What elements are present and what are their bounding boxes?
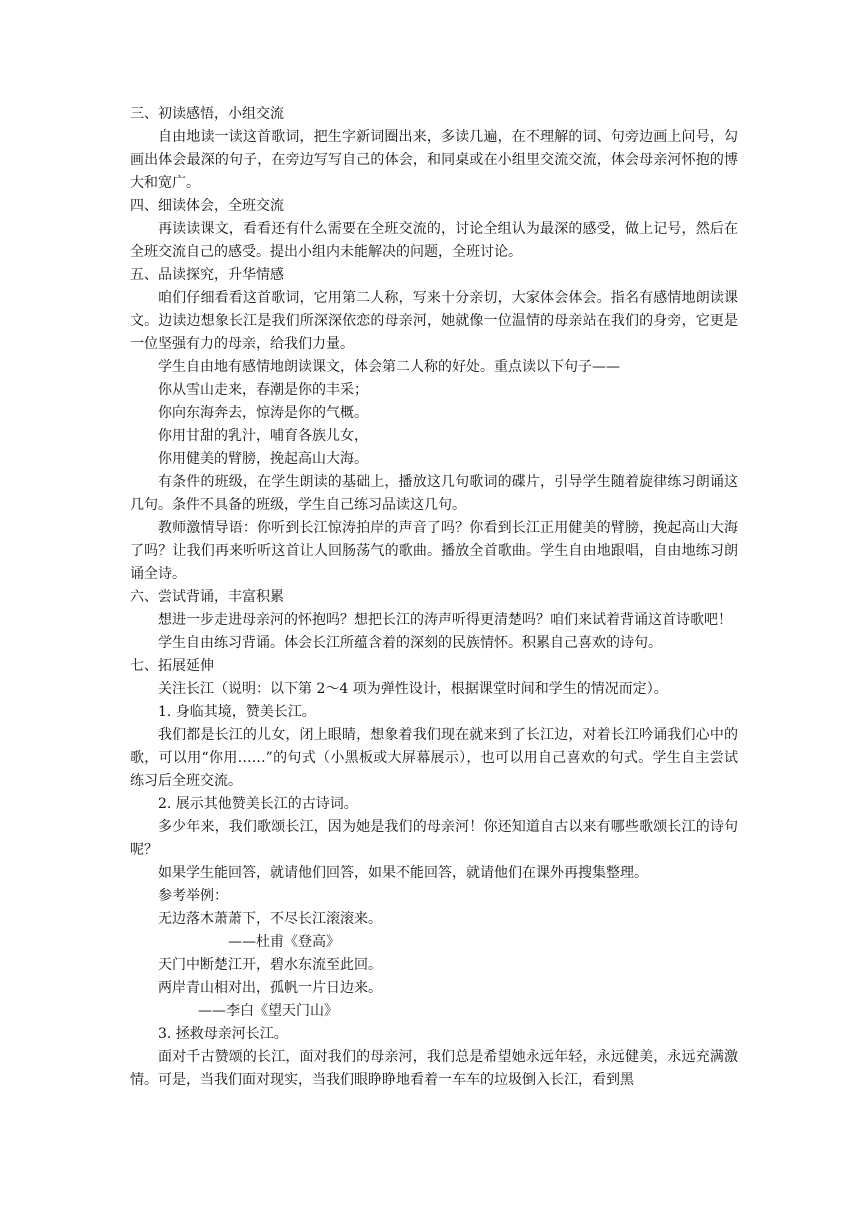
verse-line-4: 你用健美的臂膀，挽起高山大海。 <box>158 451 368 467</box>
item-1-para: 我们都是长江的儿女，闭上眼睛，想象着我们现在就来到了长江边，对着长江吟诵我们心中的歌，可以用“你用……”的句式（小黑板或大屏幕展示），也可以用自己喜欢的句式。学生自主尝试练习后全班交流。 <box>130 727 738 789</box>
verse-line-2: 你向东海奔去，惊涛是你的气概。 <box>158 405 368 421</box>
item-1-title: 1. 身临其境，赞美长江。 <box>158 704 316 720</box>
section-5-para-3: 有条件的班级，在学生朗读的基础上，播放这几句歌词的碟片，引导学生随着旋律练习朗诵这几句。条件不具备的班级，学生自己练习品读这几句。 <box>130 474 738 513</box>
section-4-para-1: 再读读课文，看看还有什么需要在全班交流的，讨论全组认为最深的感受，做上记号，然后在全班交流自己的感受。提出小组内未能解决的问题，全班讨论。 <box>130 221 738 260</box>
poem-1-line: 无边落木萧萧下，不尽长江滚滚来。 <box>158 911 382 927</box>
section-4-heading: 四、细读体会，全班交流 <box>130 198 284 214</box>
section-5-para-2: 学生自由地有感情地朗读课文，体会第二人称的好处。重点读以下句子—— <box>158 359 620 375</box>
item-2-para-1: 多少年来，我们歌颂长江，因为她是我们的母亲河！你还知道自古以来有哪些歌颂长江的诗句呢？ <box>130 819 738 858</box>
item-3-para: 面对千古赞颂的长江，面对我们的母亲河，我们总是希望她永远年轻，永远健美，永远充满激情。可是，当我们面对现实，当我们眼睁睁地看着一车车的垃圾倒入长江，看到黑 <box>130 1049 738 1088</box>
section-6-para-2: 学生自由练习背诵。体会长江所蕴含着的深刻的民族情怀。积累自己喜欢的诗句。 <box>158 635 662 651</box>
item-3-title: 3. 拯救母亲河长江。 <box>158 1026 288 1042</box>
item-2-title: 2. 展示其他赞美长江的古诗词。 <box>158 796 358 812</box>
section-6-para-1: 想进一步走进母亲河的怀抱吗？想把长江的涛声听得更清楚吗？咱们来试着背诵这首诗歌吧！ <box>158 612 732 628</box>
section-5-para-4: 教师激情导语：你听到长江惊涛拍岸的声音了吗？你看到长江正用健美的臂膀，挽起高山大海了吗？让我们再来听听这首让人回肠荡气的歌曲。播放全首歌曲。学生自由地跟唱，自由地练习朗诵全诗。 <box>130 520 738 582</box>
poem-2-citation: ——李白《望天门山》 <box>198 1003 338 1019</box>
section-6-heading: 六、尝试背诵，丰富积累 <box>130 589 284 605</box>
section-3-heading: 三、初读感悟，小组交流 <box>130 106 284 122</box>
section-3-para-1: 自由地读一读这首歌词，把生字新词圈出来，多读几遍，在不理解的词、句旁边画上问号，勾画出体会最深的句子，在旁边写写自己的体会，和同桌或在小组里交流交流，体会母亲河怀抱的博大和宽广。 <box>130 129 738 191</box>
poem-2-line-2: 两岸青山相对出，孤帆一片日边来。 <box>158 980 382 996</box>
section-7-para-1: 关注长江（说明：以下第 2～4 项为弹性设计，根据课堂时间和学生的情况而定）。 <box>158 681 668 697</box>
verse-line-1: 你从雪山走来，春潮是你的丰采； <box>158 382 368 398</box>
item-2-para-3: 参考举例： <box>158 888 228 904</box>
section-7-heading: 七、拓展延伸 <box>130 658 214 674</box>
document-page <box>130 103 738 1092</box>
item-2-para-2: 如果学生能回答，就请他们回答，如果不能回答，就请他们在课外再搜集整理。 <box>158 865 648 881</box>
verse-line-3: 你用甘甜的乳汁，哺育各族儿女， <box>158 428 368 444</box>
section-5-heading: 五、品读探究，升华情感 <box>130 267 284 283</box>
poem-1-citation: ——杜甫《登高》 <box>228 934 340 950</box>
poem-2-line-1: 天门中断楚江开，碧水东流至此回。 <box>158 957 382 973</box>
section-5-para-1: 咱们仔细看看这首歌词，它用第二人称，写来十分亲切，大家体会体会。指名有感情地朗读课文。边读边想象长江是我们所深深依恋的母亲河，她就像一位温情的母亲站在我们的身旁，它更是一位坚强有力的母亲，给我们力量。 <box>130 290 738 352</box>
